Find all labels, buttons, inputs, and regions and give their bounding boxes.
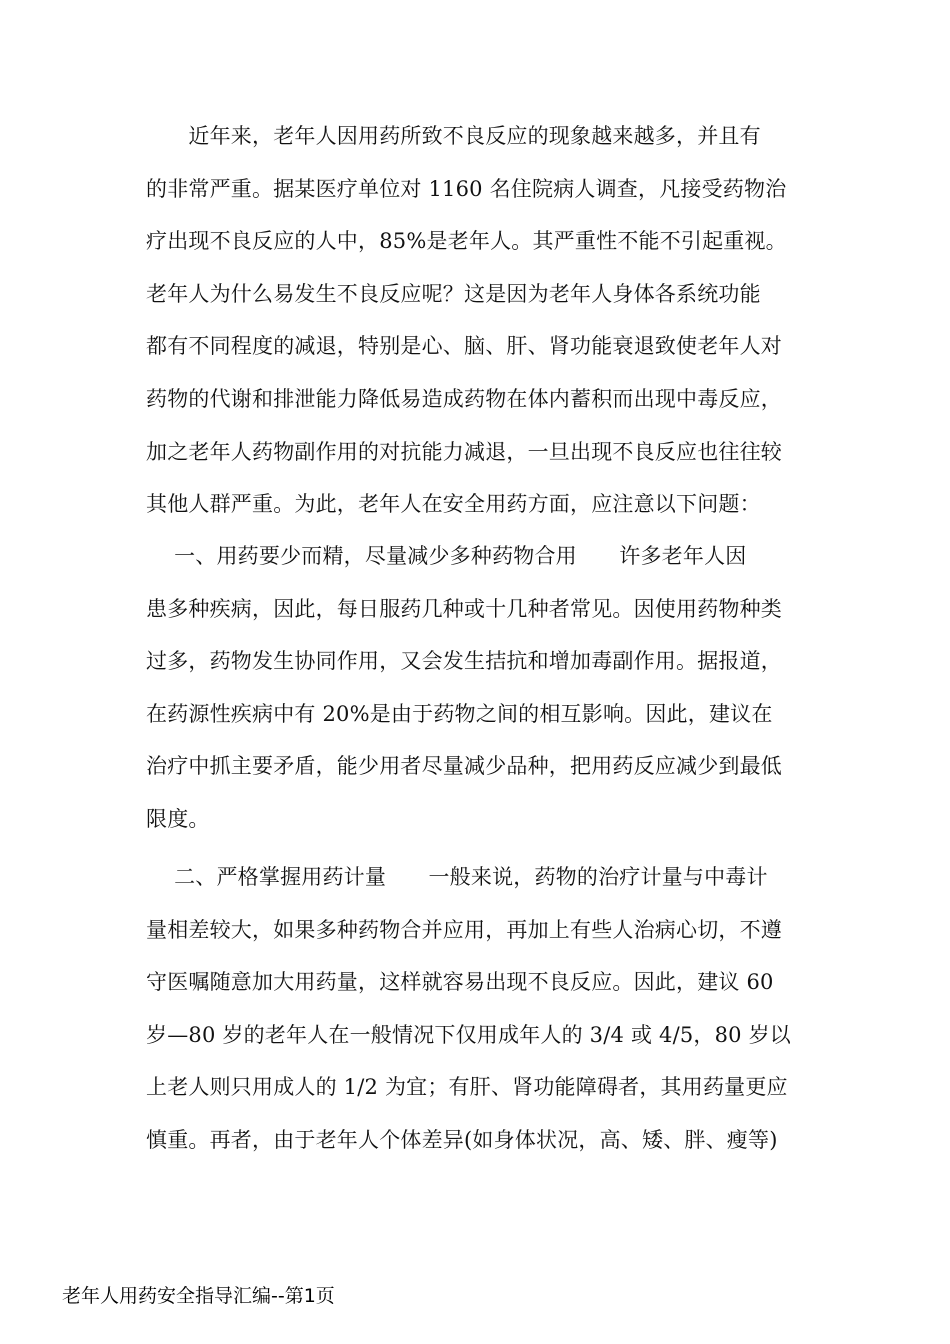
text-line: 守医嘱随意加大用药量，这样就容易出现不良反应。因此，建议 60 bbox=[146, 970, 774, 995]
text-line: 限度。 bbox=[146, 806, 210, 831]
text-line: 疗出现不良反应的人中，85%是老年人。其严重性不能不引起重视。 bbox=[146, 229, 787, 254]
text-line: 其他人群严重。为此，老年人在安全用药方面，应注意以下问题： bbox=[146, 492, 761, 517]
text-line: 的非常严重。据某医疗单位对 1160 名住院病人调查，凡接受药物治 bbox=[146, 176, 787, 201]
paragraph-section-two bbox=[146, 851, 811, 1167]
text-line: 岁—80 岁的老年人在一般情况下仅用成年人的 3/4 或 4/5，80 岁以 bbox=[146, 1022, 792, 1047]
paragraph-section-one bbox=[146, 530, 811, 846]
text-line: 量相差较大，如果多种药物合并应用，再加上有些人治病心切，不遵 bbox=[146, 917, 782, 942]
paragraph-intro bbox=[146, 110, 811, 531]
text-line: 药物的代谢和排泄能力降低易造成药物在体内蓄积而出现中毒反应， bbox=[146, 386, 782, 411]
text-line: 老年人为什么易发生不良反应呢？这是因为老年人身体各系统功能 bbox=[146, 281, 761, 306]
text-line: 慎重。再者，由于老年人个体差异(如身体状况，高、矮、胖、瘦等) bbox=[146, 1127, 778, 1152]
text-line: 过多，药物发生协同作用，又会发生拮抗和增加毒副作用。据报道， bbox=[146, 649, 782, 674]
text-line: 在药源性疾病中有 20%是由于药物之间的相互影响。因此，建议在 bbox=[146, 701, 773, 726]
text-line: 二、严格掌握用药计量 一般来说，药物的治疗计量与中毒计 bbox=[146, 865, 768, 889]
text-line: 患多种疾病，因此，每日服药几种或十几种者常见。因使用药物种类 bbox=[146, 596, 782, 621]
text-line: 加之老年人药物副作用的对抗能力减退，一旦出现不良反应也往往较 bbox=[146, 439, 782, 464]
page-footer: 老年人用药安全指导汇编--第1页 bbox=[62, 1285, 335, 1307]
text-line: 上老人则只用成人的 1/2 为宜；有肝、肾功能障碍者，其用药量更应 bbox=[146, 1075, 788, 1100]
text-line: 一、用药要少而精，尽量减少多种药物合用 许多老年人因 bbox=[146, 544, 747, 568]
text-line: 近年来，老年人因用药所致不良反应的现象越来越多，并且有 bbox=[146, 124, 761, 148]
text-line: 都有不同程度的减退，特别是心、脑、肝、肾功能衰退致使老年人对 bbox=[146, 334, 782, 359]
text-line: 治疗中抓主要矛盾，能少用者尽量减少品种，把用药反应减少到最低 bbox=[146, 754, 782, 779]
